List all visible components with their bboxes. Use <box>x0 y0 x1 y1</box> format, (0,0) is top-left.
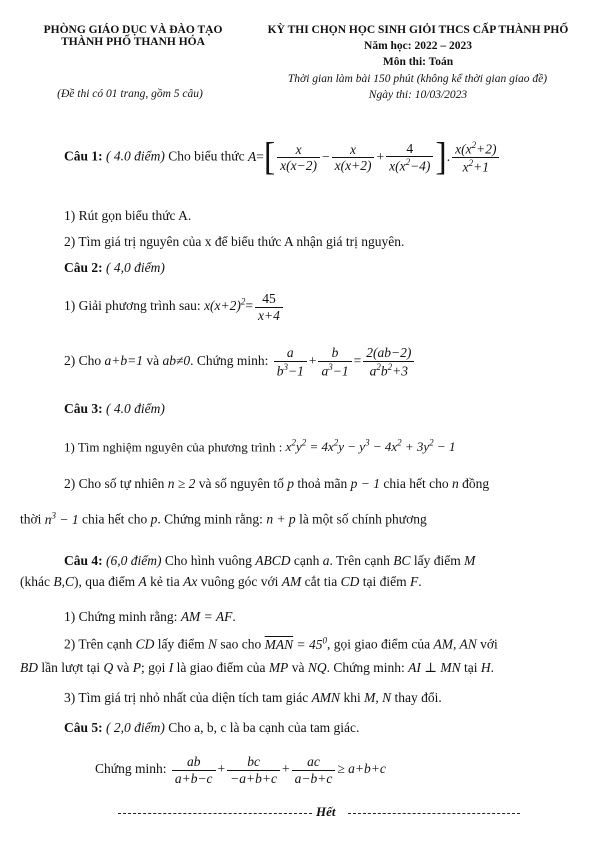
formula-equation: $x(x+2)^2=$ $\frac{45}{x+4}$ <box>204 298 285 313</box>
question-3-part-2-line-2: thời $n^3 - 1$ chia hết cho p. Chứng minh rằng: n + p là một số chính phương <box>20 510 427 527</box>
formula-integer-eq: $x^2y^2 = 4x^2y - y^3 - 4x^2 + 3y^2 - 1$ <box>285 438 456 455</box>
question-label: Câu 4: <box>64 553 103 568</box>
question-label: Câu 5: <box>64 720 103 735</box>
question-1-statement <box>64 135 501 179</box>
footer-rule-left <box>118 813 312 814</box>
department-name <box>18 24 248 48</box>
footer-rule-right <box>348 813 520 814</box>
dept-line-1: PHÒNG GIÁO DỤC VÀ ĐÀO TẠO <box>43 24 223 36</box>
subject: Môn thi: Toán <box>382 56 454 68</box>
question-intro: Cho biểu thức <box>168 148 245 164</box>
question-4-line-1: Câu 4: (6,0 điểm) Cho hình vuông ABCD cạnh a. Trên cạnh BC lấy điểm M <box>64 553 476 568</box>
page-note: (Đề thi có 01 trang, gồm 5 câu) <box>57 88 203 100</box>
dept-line-2: THÀNH PHỐ THANH HÓA <box>61 36 205 48</box>
question-5-statement: Câu 5: ( 2,0 điểm) Cho a, b, c là ba cạnh của tam giác. <box>64 720 360 735</box>
exam-title: KỲ THI CHỌN HỌC SINH GIỎI THCS CẤP THÀNH PHỐ <box>267 24 569 36</box>
question-4-part-2-line-1: 2) Trên cạnh CD lấy điểm N sao cho $\overline{MAN} = 45^0$, gọi giao điểm của AM, AN với <box>64 635 498 652</box>
question-4-part-2-line-2: BD lần lượt tại Q và P; gọi I là giao điểm của MP và NQ. Chứng minh: AI ⊥ MN tại H. <box>20 660 494 675</box>
formula-a: A=[ $\frac{x}{x(x-2)}$ − $\frac{x}{x(x+2)}$ + $\frac{4}{x(x^2-4)}$ ]. $\frac{x(x^2+2)}{x^2+1}$ <box>248 149 502 164</box>
question-4-line-2: (khác B,C), qua điểm A kẻ tia Ax vuông góc với AM cắt tia CD tại điểm F. <box>20 574 422 589</box>
question-label: Câu 3: <box>64 401 103 416</box>
question-5-inequality: Chứng minh: $\frac{ab}{a+b-c}$ + $\frac{bc}{-a+b+c}$ + $\frac{ac}{a-b+c}$ ≥ a+b+c <box>95 754 386 786</box>
question-label: Câu 2: <box>64 260 103 275</box>
question-points: ( 2,0 điểm) <box>106 720 165 735</box>
question-4-part-3: 3) Tìm giá trị nhỏ nhất của diện tích tam giác AMN khi M, N thay đổi. <box>64 690 442 705</box>
formula-prove-2: $\frac{a}{b^3-1}$ + $\frac{b}{a^3-1}$ = $\frac{2(ab-2)}{a^2b^2+3}$ <box>272 353 417 368</box>
question-points: ( 4.0 điểm) <box>106 148 165 164</box>
question-1-part-2: 2) Tìm giá trị nguyên của x để biểu thức A nhận giá trị nguyên. <box>64 234 405 249</box>
question-3-part-1: 1) Tìm nghiệm nguyên của phương trình : $x^2y^2 = 4x^2y - y^3 - 4x^2 + 3y^2 - 1$ <box>64 438 456 455</box>
duration: Thời gian làm bài 150 phút (không kể thời gian giao đề) <box>287 73 548 85</box>
question-3-part-2-line-1: 2) Cho số tự nhiên n ≥ 2 và số nguyên tố p thoả mãn p − 1 chia hết cho n đồng <box>64 476 490 491</box>
question-3-heading <box>64 401 165 417</box>
question-1-part-1: 1) Rút gọn biểu thức A. <box>64 208 192 223</box>
school-year: Năm học: 2022 – 2023 <box>364 40 472 52</box>
exam-date: Ngày thi: 10/03/2023 <box>368 89 468 101</box>
end-marker: Hết <box>316 804 336 819</box>
question-4-part-1: 1) Chứng minh rằng: AM = AF. <box>64 609 236 624</box>
question-label: Câu 1: <box>64 148 103 164</box>
question-points: ( 4,0 điểm) <box>106 260 165 275</box>
question-2-heading <box>64 260 165 276</box>
question-points: ( 4.0 điểm) <box>106 401 165 416</box>
question-2-part-1: 1) Giải phương trình sau: $x(x+2)^2=$ $\frac{45}{x+4}$ <box>64 291 285 323</box>
question-2-part-2: 2) Cho a+b=1 và ab≠0. Chứng minh: $\frac{a}{b^3-1}$ + $\frac{b}{a^3-1}$ = $\frac{2(ab-2)}{a^2b^2+3}$ <box>64 345 416 379</box>
formula-inequality: $\frac{ab}{a+b-c}$ + $\frac{bc}{-a+b+c}$ + $\frac{ac}{a-b+c}$ ≥ a+b+c <box>170 761 386 776</box>
question-points: (6,0 điểm) <box>106 553 162 568</box>
